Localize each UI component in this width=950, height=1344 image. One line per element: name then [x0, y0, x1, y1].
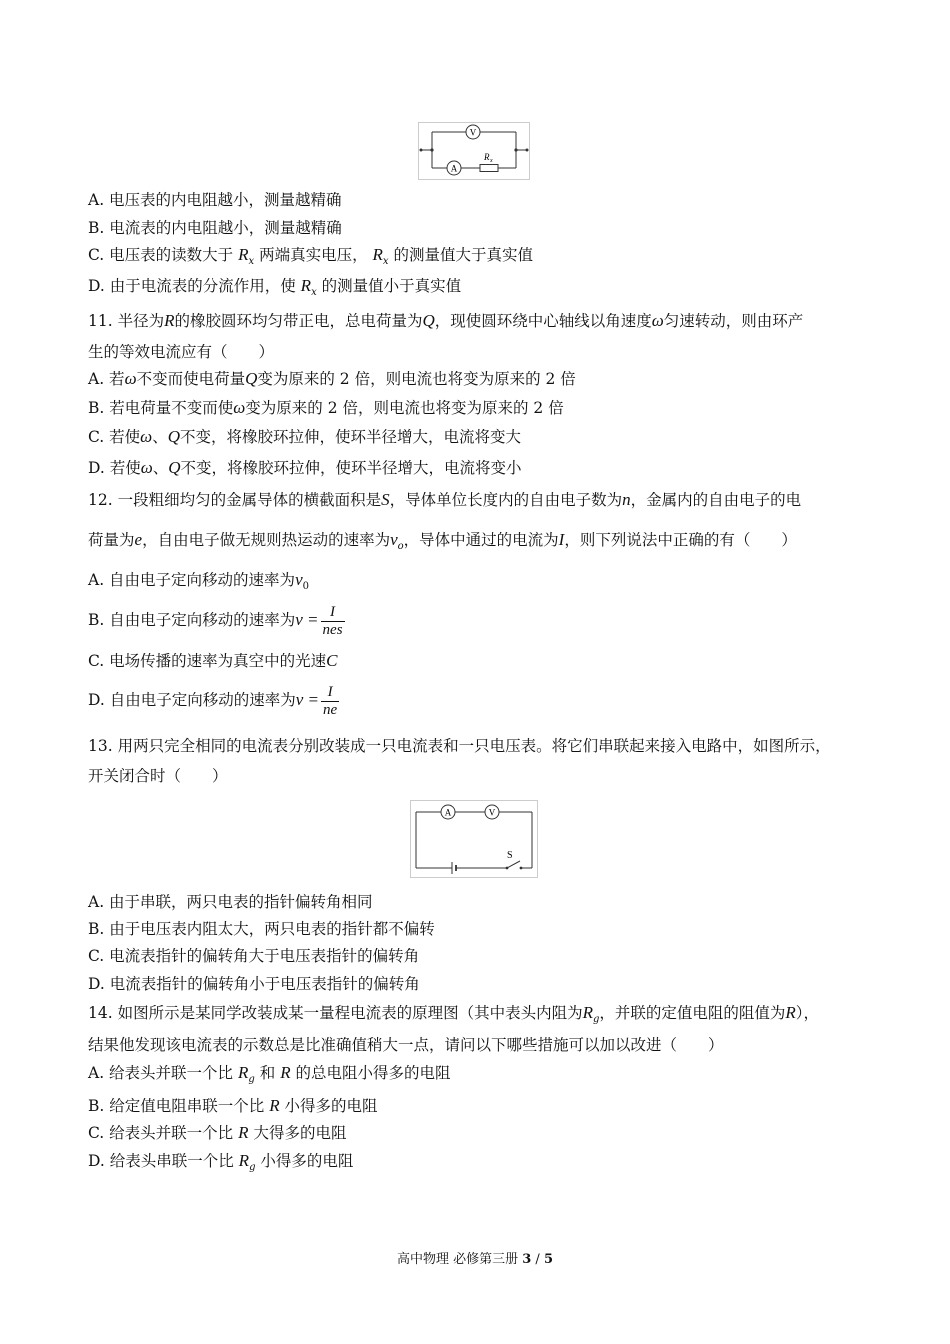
fraction-i-over-nes: $\frac{I}{\text{nes}}$: [322, 603, 343, 638]
fraction-i-over-ne: $\frac{I}{ne}$: [323, 683, 338, 718]
svg-text:V: V: [488, 807, 496, 818]
q11-stem-line1: 11. 半径为R的橡胶圆环均匀带正电，总电荷量为Q，现使圆环绕中心轴线以角速度ω匀速转动，则由环产: [88, 311, 804, 330]
page-total: 5: [543, 1252, 553, 1267]
resistor-rx-symbol: [480, 165, 498, 172]
q14-option-b: B. 给定值电阻串联一个比 R 小得多的电阻: [88, 1096, 378, 1115]
q13-stem-line1: 13. 用两只完全相同的电流表分别改装成一只电流表和一只电压表。将它们串联起来接入电路中，如图所示，: [88, 737, 831, 755]
circuit-figure-q13: [410, 800, 538, 878]
q12-option-b: B. 自由电子定向移动的速率为v = $\frac{I}{\text{nes}}$: [88, 603, 343, 638]
q11-option-d: D. 若使ω、Q不变，将橡胶环拉伸，使环半径增大，电流将变小: [88, 458, 522, 477]
q13-option-d: D. 电流表指针的偏转角小于电压表指针的偏转角: [88, 975, 420, 993]
page-footer: 高中物理 必修第三册 3 / 5: [396, 1252, 553, 1267]
circuit-figure-q10: [418, 122, 530, 180]
q12-stem-line1: 12. 一段粗细均匀的金属导体的横截面积是S，导体单位长度内的自由电子数为n，金属内的自由电子的电: [88, 490, 802, 509]
svg-text:S: S: [507, 850, 513, 861]
q14-option-a: A. 给表头并联一个比 $R_g$ 和 R 的总电阻小得多的电阻: [88, 1063, 451, 1085]
q13-option-a: A. 由于串联，两只电表的指针偏转角相同: [88, 893, 373, 911]
svg-text:A: A: [450, 163, 458, 174]
q10-option-a: A. 电压表的内电阻越小，测量越精确: [88, 191, 342, 209]
q10-option-c: C. 电压表的读数大于 $R_x$ 两端真实电压， $R_x$ 的测量值大于真实值: [88, 245, 534, 267]
q12-stem-line2: 荷量为e，自由电子做无规则热运动的速率为$v_o$，导体中通过的电流为I，则下列说法中正确的有（ ）: [88, 530, 797, 552]
svg-text:R: R: [484, 152, 490, 162]
q13-option-c: C. 电流表指针的偏转角大于电压表指针的偏转角: [88, 947, 420, 965]
q12-option-d: D. 自由电子定向移动的速率为v = $\frac{I}{ne}$: [88, 683, 338, 718]
q11-stem-line2: 生的等效电流应有（ ）: [88, 343, 275, 361]
q14-stem-line2: 结果他发现该电流表的示数总是比准确值稍大一点，请问以下哪些措施可以加以改进（ ）: [88, 1036, 724, 1054]
switch-symbol: [507, 861, 520, 868]
q10-option-d: D. 由于电流表的分流作用，使 $R_x$ 的测量值小于真实值: [88, 276, 462, 298]
q14-stem-line1: 14. 如图所示是某同学改装成某一量程电流表的原理图（其中表头内阻为$R_g$，并联的定值电阻的阻值为R），: [88, 1003, 820, 1025]
svg-text:A: A: [444, 807, 452, 818]
q11-option-b: B. 若电荷量不变而使ω变为原来的 2 倍，则电流也将变为原来的 2 倍: [88, 398, 564, 417]
q13-stem-line2: 开关闭合时（ ）: [88, 767, 228, 785]
page-number: 3: [522, 1252, 532, 1267]
svg-text:V: V: [469, 127, 477, 138]
q12-option-a: A. 自由电子定向移动的速率为$v_0$: [88, 570, 309, 592]
q14-option-d: D. 给表头串联一个比 $R_g$ 小得多的电阻: [88, 1151, 354, 1173]
q10-option-b: B. 电流表的内电阻越小，测量越精确: [88, 219, 342, 237]
svg-text:x: x: [490, 158, 493, 164]
q13-option-b: B. 由于电压表内阻太大，两只电表的指针都不偏转: [88, 920, 435, 938]
q14-option-c: C. 给表头并联一个比 R 大得多的电阻: [88, 1123, 347, 1142]
q11-option-a: A. 若ω不变而使电荷量Q变为原来的 2 倍，则电流也将变为原来的 2 倍: [88, 369, 576, 388]
q11-option-c: C. 若使ω、Q不变，将橡胶环拉伸，使环半径增大，电流将变大: [88, 427, 521, 446]
q12-option-c: C. 电场传播的速率为真空中的光速C: [88, 651, 338, 670]
